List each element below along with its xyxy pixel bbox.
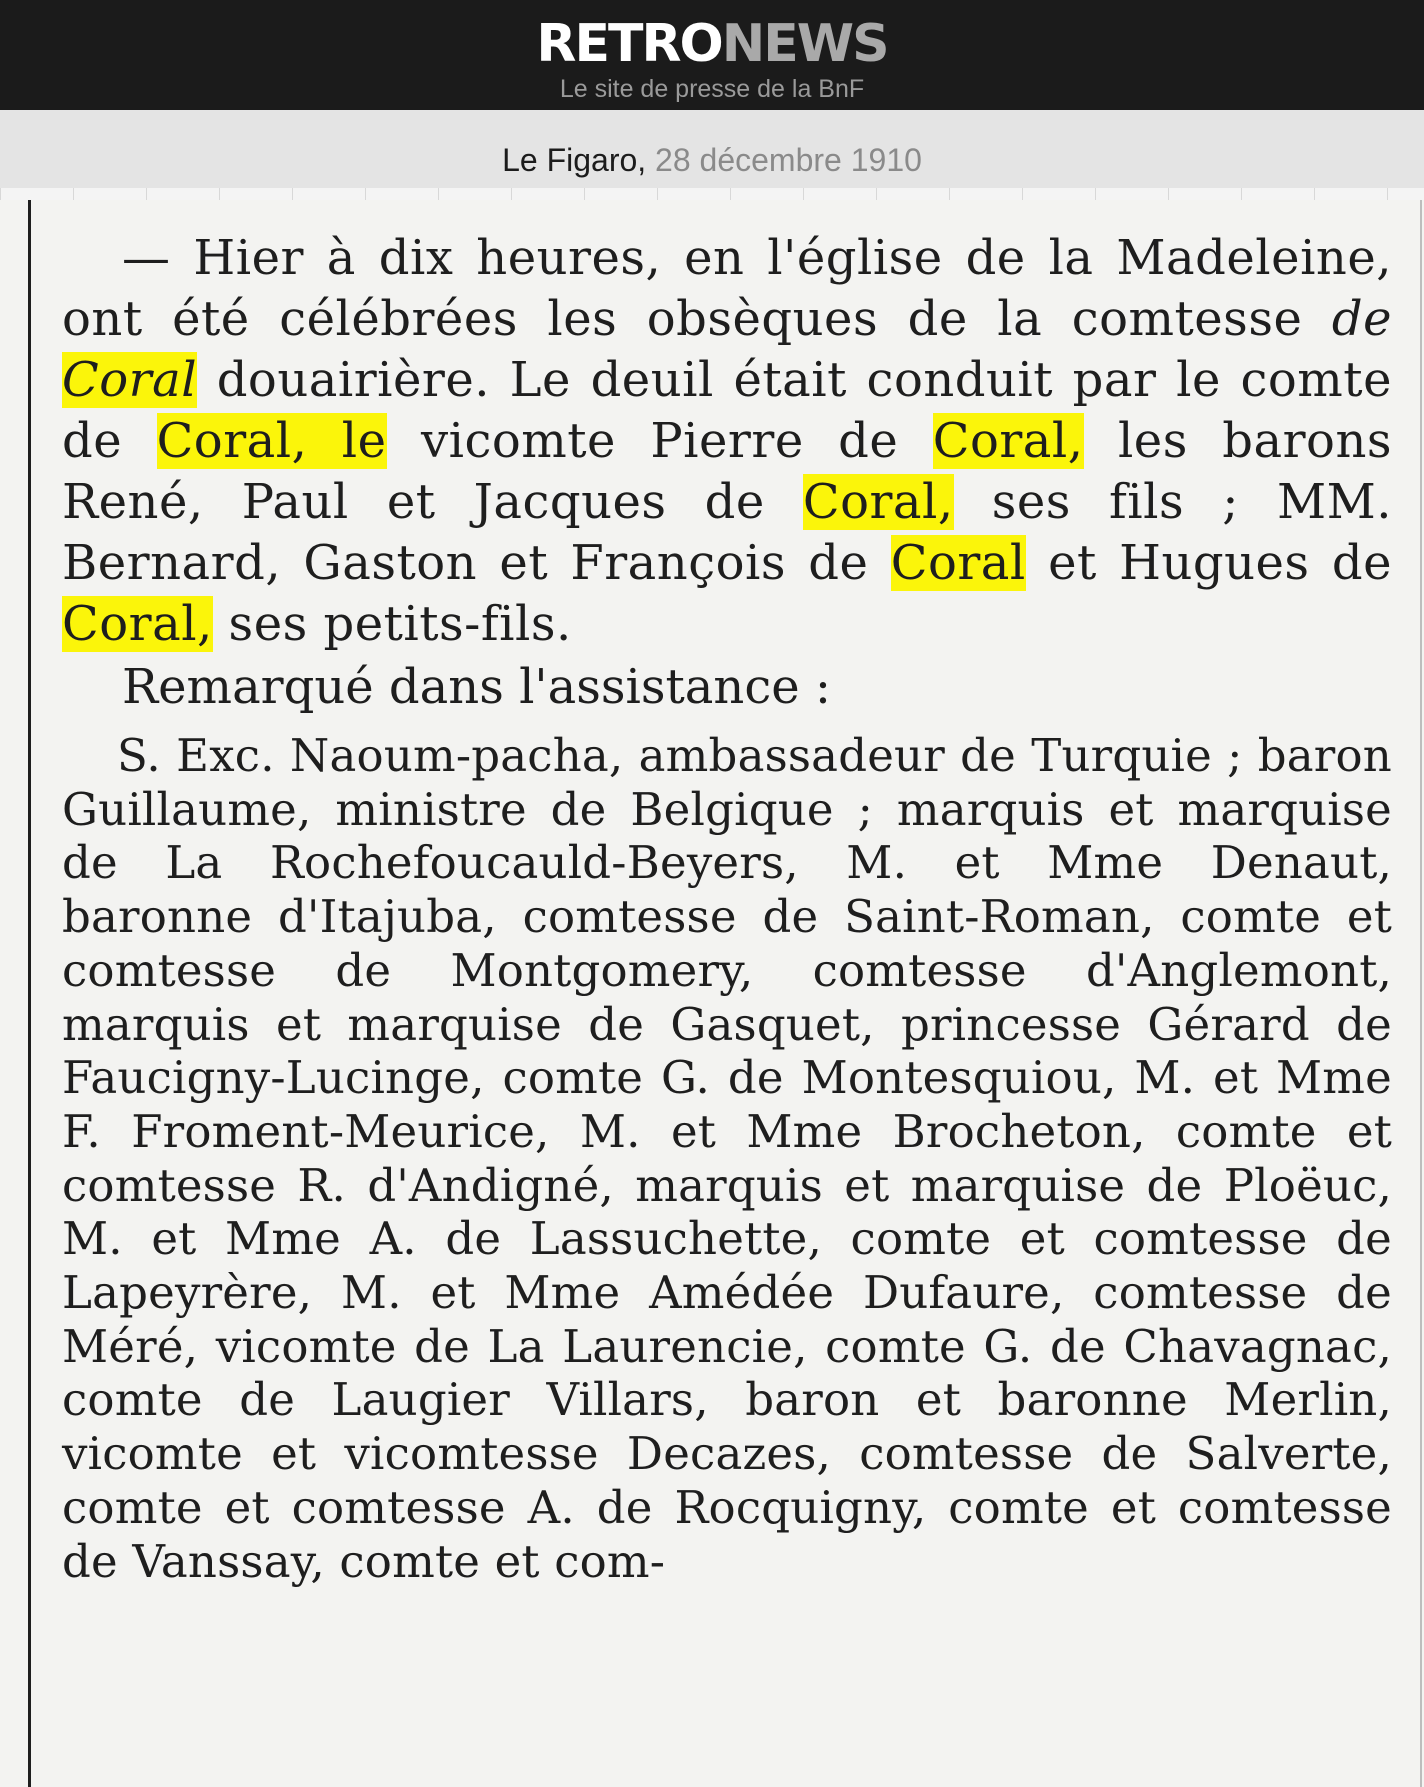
column-rule <box>28 200 31 1787</box>
search-highlight: Coral, <box>62 596 213 652</box>
article-text <box>62 228 1392 1588</box>
search-highlight: Coral <box>62 352 198 408</box>
search-highlight: Coral, <box>802 474 954 530</box>
retronews-logo[interactable]: RETRONEWS <box>536 14 888 74</box>
article-subhead: Remarqué dans l'assistance : <box>122 659 832 715</box>
issue-date: 28 décembre 1910 <box>655 142 922 178</box>
journal-name: Le Figaro, <box>502 142 647 178</box>
search-highlight: Coral, <box>932 413 1084 469</box>
column-rule-right <box>1420 200 1422 1787</box>
site-tagline: Le site de presse de la BnF <box>559 75 865 103</box>
search-highlight: Coral <box>890 535 1026 591</box>
article-paragraph-1: — Hier à dix heures, en l'église de la Madeleine, ont été célébrées les obsèques de la comtesse de Coral douairière. Le deuil était conduit par le comte de Coral, le vicomte Pierre de Coral, les barons René, Paul et Jacques de Coral, ses fils ; MM. Bernard, Gaston et François de Coral et Hugues de Coral, ses petits-fils. <box>62 230 1393 652</box>
site-header <box>0 0 1424 110</box>
article-paragraph-2: S. Exc. Naoum-pacha, ambassadeur de Turquie ; baron Guillaume, ministre de Belgique ; marquis et marquise de La Rochefoucauld-Beyers, M. et Mme Denaut, baronne d'Itajuba, comtesse de Saint-Roman, comte et comtesse de Montgomery, comtesse d'Anglemont, marquis et marquise de Gasquet, princesse Gérard de Faucigny-Lucinge, comte G. de Montesquiou, M. et Mme F. Froment-Meurice, M. et Mme Brocheton, comte et comtesse R. d'Andigné, marquis et marquise de Ploëuc, M. et Mme A. de Lassuchette, comte et comtesse de Lapeyrère, M. et Mme Amédée Dufaure, comtesse de Méré, vicomte de La Laurencie, comte G. de Chavagnac, comte de Laugier Villars, baron et baronne Merlin, vicomte et vicomtesse Decazes, comtesse de Salverte, comte et comtesse A. de Rocquigny, comte et comtesse de Vanssay, comte et com- <box>62 729 1392 1588</box>
document-title-bar <box>0 110 1424 188</box>
newspaper-scan <box>0 200 1424 1787</box>
search-highlight: Coral, le <box>156 413 387 469</box>
